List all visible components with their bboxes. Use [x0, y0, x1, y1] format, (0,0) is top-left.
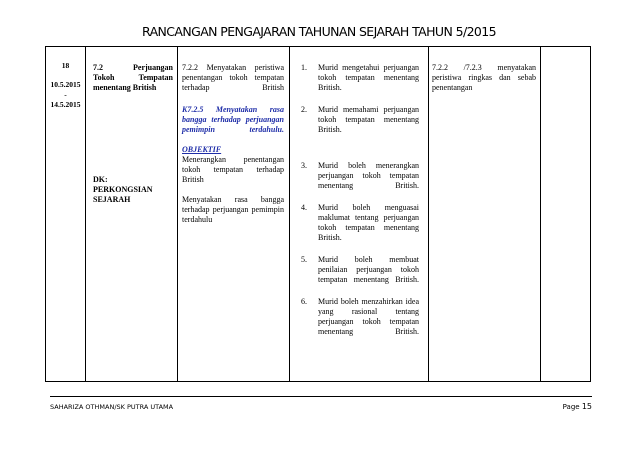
- column-divider: [540, 47, 541, 381]
- date-start: 10.5.2015: [50, 80, 81, 89]
- activity-item: [301, 161, 419, 191]
- page-number: 15: [581, 402, 592, 411]
- topic-word: Tokoh: [93, 73, 115, 82]
- activity-number: 5.: [301, 255, 307, 264]
- activity-text: Murid boleh menguasai maklumat tentang perjuangan tokoh tempatan menentang British.: [318, 203, 419, 242]
- activities-cell: [301, 63, 419, 337]
- objektif-heading: OBJEKTIF: [182, 145, 222, 154]
- dk-value: PERKONGSIAN: [93, 185, 153, 194]
- date-separator: -: [64, 90, 67, 99]
- objektif-item: Menyatakan rasa bangga terhadap perjuangan pemimpin terdahulu: [182, 195, 284, 224]
- dk-label: DK:: [93, 175, 108, 184]
- activity-number: 3.: [301, 161, 307, 170]
- activity-item: [301, 203, 419, 243]
- page-title: RANCANGAN PENGAJARAN TAHUNAN SEJARAH TAHUN 5/2015: [142, 24, 496, 39]
- activity-text: Murid boleh membuat penilaian perjuangan tokoh tempatan menentang British.: [318, 255, 419, 284]
- activities-list: [301, 63, 419, 337]
- activity-text: Murid mengetahui perjuangan tokoh tempatan menentang British.: [318, 63, 419, 92]
- lesson-plan-table: [45, 46, 591, 382]
- topic-word: Tempatan: [138, 73, 173, 82]
- topic-line: [93, 73, 173, 83]
- activity-item: [301, 255, 419, 285]
- page-footer: [50, 396, 592, 411]
- column-divider: [289, 47, 290, 381]
- week-cell: [46, 61, 85, 110]
- k-standard-text: K7.2.5 Menyatakan rasa bangga terhadap perjuangan pemimpin terdahulu.: [182, 105, 284, 134]
- activity-text: Murid boleh menzahirkan idea yang rasional tentang perjuangan tokoh tempatan menentang British.: [318, 297, 419, 336]
- week-number: 18: [61, 61, 70, 70]
- topic-word: menentang British: [93, 83, 157, 92]
- objektif-item: Menerangkan penentangan tokoh tempatan terhadap British: [182, 155, 284, 184]
- topic-number: 7.2: [93, 63, 103, 72]
- standard-text: 7.2.2 Menyatakan peristiwa penentangan tokoh tempatan terhadap British: [182, 63, 284, 92]
- topic-line: [93, 63, 173, 73]
- activity-text: Murid memahami perjuangan tokoh tempatan menentang British.: [318, 105, 419, 134]
- activity-number: 2.: [301, 105, 307, 114]
- page-label: Page: [562, 403, 580, 411]
- activity-item: [301, 63, 419, 93]
- column-divider: [85, 47, 86, 381]
- notes-text: 7.2.2 /7.2.3 menyatakan peristiwa ringkas dan sebab penentangan: [432, 63, 536, 92]
- column-divider: [177, 47, 178, 381]
- activity-number: 4.: [301, 203, 307, 212]
- standards-cell: [182, 63, 284, 225]
- activity-text: Murid boleh menerangkan perjuangan tokoh tempatan menentang British.: [318, 161, 419, 190]
- page-number-label: [563, 402, 592, 411]
- dk-value: SEJARAH: [93, 195, 131, 204]
- notes-cell: [432, 63, 536, 93]
- topic-word: Perjuangan: [133, 63, 173, 72]
- activity-number: 6.: [301, 297, 307, 306]
- column-divider: [428, 47, 429, 381]
- footer-author: SAHARIZA OTHMAN/SK PUTRA UTAMA: [50, 402, 174, 411]
- activity-item: [301, 105, 419, 135]
- activity-item: [301, 297, 419, 337]
- date-end: 14.5.2015: [50, 100, 81, 109]
- activity-number: 1.: [301, 63, 307, 72]
- topic-cell: [93, 63, 173, 205]
